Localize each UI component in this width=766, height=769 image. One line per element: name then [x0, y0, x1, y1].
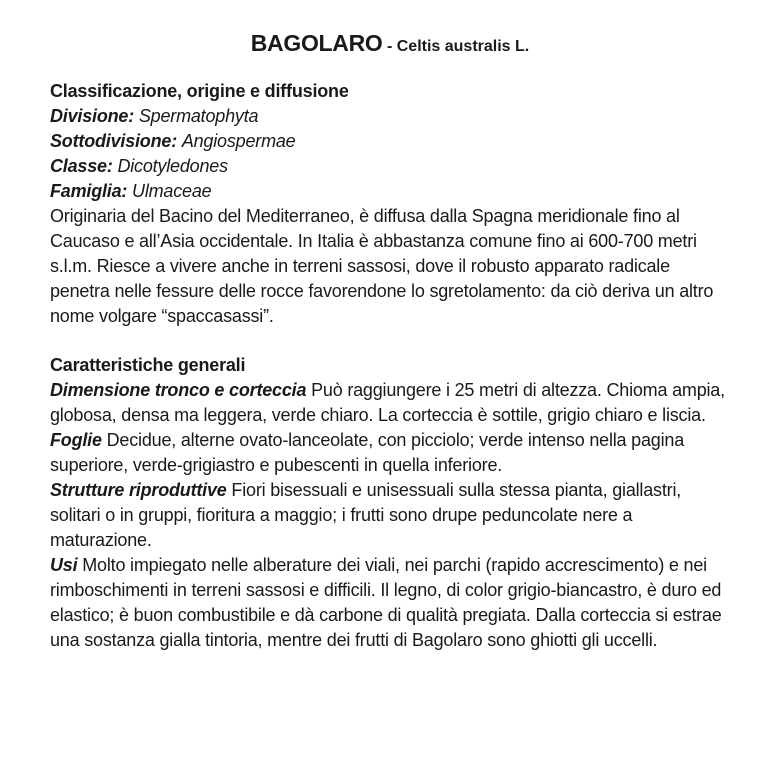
feature-text: Può raggiungere i 25 metri di altezza. Chioma ampia, globosa, densa ma leggera, verde chiaro. La corteccia è sottile, grigio chiaro e liscia.: [50, 380, 725, 425]
origin-paragraph: Originaria del Bacino del Mediterraneo, è diffusa dalla Spagna meridionale fino al Caucaso e all’Asia occidentale. In Italia è abbastanza comune fino ai 600-700 metri s.l.m. Riesce a vivere anche in terreni sassosi, dove il robusto apparato radicale penetra nelle fessure delle rocce favorendone lo sgretolamento: da ciò deriva un altro nome volgare “spaccasassi”.: [50, 206, 714, 326]
feature-reproductive: [50, 478, 730, 553]
document-title: [50, 30, 730, 57]
row-label: Divisione:: [50, 106, 135, 126]
section-spacer: [50, 329, 730, 353]
classification-section: [50, 79, 730, 329]
classification-row-class: [50, 154, 730, 179]
features-heading: Caratteristiche generali: [50, 355, 246, 375]
feature-uses: [50, 553, 730, 653]
feature-label: Dimensione tronco e corteccia: [50, 380, 307, 400]
classification-row-subdivision: [50, 129, 730, 154]
classification-row-division: [50, 104, 730, 129]
classification-row-family: [50, 179, 730, 204]
title-main: BAGOLARO: [250, 30, 383, 56]
feature-label: Usi: [50, 555, 78, 575]
row-label: Famiglia:: [50, 181, 128, 201]
feature-text: Decidue, alterne ovato-lanceolate, con picciolo; verde intenso nella pagina superiore, verde-grigiastro e pubescenti in quella inferiore.: [50, 430, 685, 475]
feature-text: Fiori bisessuali e unisessuali sulla stessa pianta, giallastri, solitari o in gruppi, fioritura a maggio; i frutti sono drupe peduncolate nere a maturazione.: [50, 480, 682, 550]
feature-text: Molto impiegato nelle alberature dei viali, nei parchi (rapido accrescimento) e nei rimboschimenti in terreni sassosi e difficili. Il legno, di color grigio-biancastro, è duro ed elastico; è buon combustibile e dà carbone di qualità pregiata. Dalla corteccia si estrae una sostanza gialla tintoria, mentre dei frutti di Bagolaro sono ghiotti gli uccelli.: [50, 555, 722, 650]
classification-heading: Classificazione, origine e diffusione: [50, 81, 349, 101]
document-page: [50, 30, 730, 653]
feature-leaves: [50, 428, 730, 478]
feature-label: Foglie: [50, 430, 102, 450]
row-value: Spermatophyta: [138, 106, 259, 126]
row-value: Angiospermae: [181, 131, 296, 151]
title-scientific-name: - Celtis australis L.: [382, 38, 530, 55]
features-section: [50, 353, 730, 653]
feature-trunk-bark: [50, 378, 730, 428]
row-value: Ulmaceae: [132, 181, 212, 201]
row-value: Dicotyledones: [117, 156, 228, 176]
row-label: Classe:: [50, 156, 113, 176]
row-label: Sottodivisione:: [50, 131, 177, 151]
feature-label: Strutture riproduttive: [50, 480, 227, 500]
